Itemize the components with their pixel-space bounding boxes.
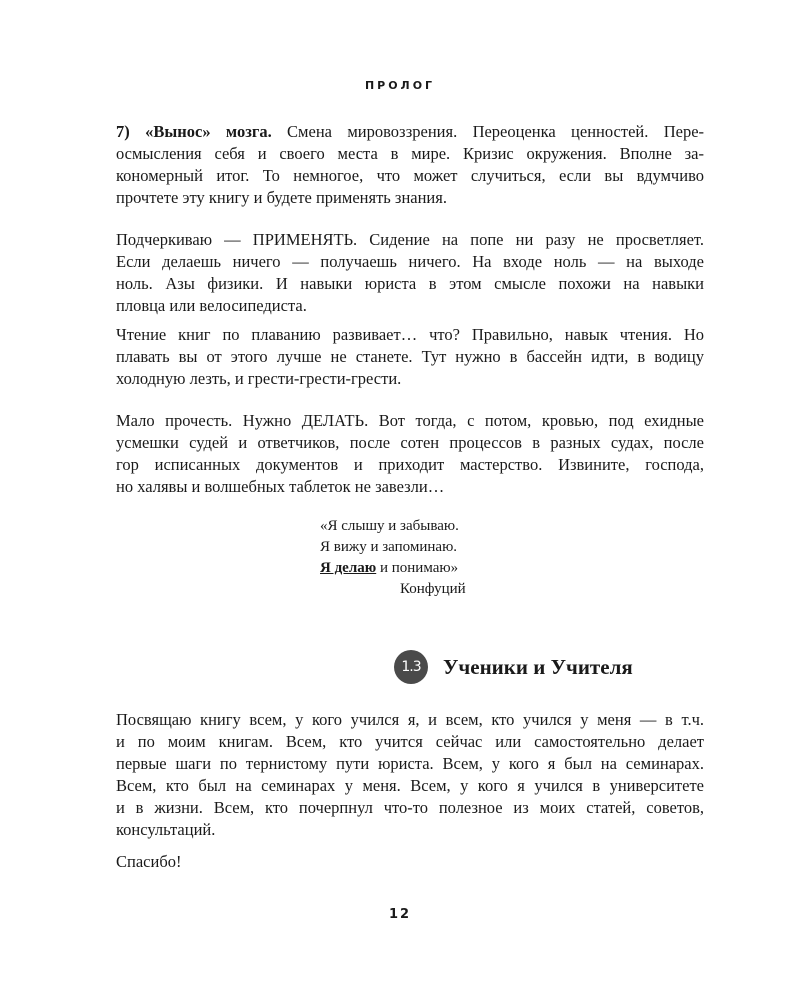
line-text: холодную лезть, и грести-грести-грести.	[116, 369, 402, 388]
line-text: и в жизни. Всем, кто почерпнул что-то полезное из моих статей, советов,	[116, 798, 704, 817]
line-text: Посвящаю книгу всем, у кого учился я, и всем, кто учился у меня — в т.ч.	[116, 710, 704, 729]
paragraph-reading	[116, 324, 704, 390]
quote-line	[320, 558, 459, 579]
line-text: первые шаги по тернистому пути юриста. Всем, у кого я был на семинарах.	[116, 754, 704, 773]
line-text: плавать вы от этого лучше не станете. Тут нужно в бассейн идти, в водицу	[116, 347, 704, 366]
epigraph-quote	[320, 516, 459, 579]
text-line	[116, 368, 704, 390]
quote-emphasis: Я делаю	[320, 560, 377, 576]
text-line	[116, 410, 704, 432]
line-text: гор исписанных документов и приходит мастерство. Извините, господа,	[116, 455, 704, 474]
paragraph-apply	[116, 229, 704, 317]
paragraph-thanks	[116, 851, 704, 873]
line-text: прочтете эту книгу и будете применять знания.	[116, 188, 447, 207]
running-header: ПРОЛОГ	[364, 79, 436, 92]
text-line	[116, 753, 704, 775]
line-text: пловца или велосипедиста.	[116, 296, 307, 315]
text-line	[116, 295, 704, 317]
text-line	[116, 143, 704, 165]
text-line	[116, 121, 704, 143]
text-line	[116, 731, 704, 753]
line-text: консультаций.	[116, 820, 216, 839]
paragraph-brain	[116, 121, 704, 209]
text-line	[116, 165, 704, 187]
text-line	[116, 819, 704, 841]
text-line	[116, 346, 704, 368]
text-line	[116, 229, 704, 251]
line-text: осмысления себя и своего места в мире. Кризис окружения. Вполне за-	[116, 144, 704, 163]
paragraph-dedication	[116, 709, 704, 841]
line-text: Смена мировоззрения. Переоценка ценностей. Пере-	[271, 122, 705, 141]
quote-line: Я вижу и запоминаю.	[320, 539, 458, 555]
lead-bold: 7) «Вынос» мозга.	[116, 122, 272, 141]
text-line	[116, 775, 704, 797]
line-text: Всем, кто был на семинарах у меня. Всем, у кого я учился в университете	[116, 776, 704, 795]
text-line	[116, 709, 704, 731]
text-line	[116, 851, 704, 873]
text-line	[116, 432, 704, 454]
line-text: Мало прочесть. Нужно ДЕЛАТЬ. Вот тогда, с потом, кровью, под ехидные	[116, 411, 704, 430]
text-line	[116, 324, 704, 346]
line-text: Подчеркиваю — ПРИМЕНЯТЬ. Сидение на попе ни разу не просветляет.	[116, 230, 704, 249]
text-line	[116, 476, 704, 498]
text-line	[116, 251, 704, 273]
text-line	[116, 797, 704, 819]
line-text: Если делаешь ничего — получаешь ничего. На входе ноль — на выходе	[116, 252, 704, 271]
section-number-badge: 1.3	[394, 650, 428, 684]
quote-line: «Я слышу и забываю.	[320, 518, 459, 534]
line-text: ноль. Азы физики. И навыки юриста в этом смысле похожи на навыки	[116, 274, 704, 293]
text-line	[116, 187, 704, 209]
page-number: 12	[388, 907, 412, 922]
paragraph-do	[116, 410, 704, 498]
text-line	[116, 454, 704, 476]
line-text: Чтение книг по плаванию развивает… что? Правильно, навык чтения. Но	[116, 325, 704, 344]
quote-author: Конфуций	[400, 581, 466, 597]
line-text: усмешки судей и ответчиков, после сотен процессов в разных судах, после	[116, 433, 704, 452]
line-text: но халявы и волшебных таблеток не завезли…	[116, 477, 445, 496]
line-text: и по моим книгам. Всем, кто учится сейчас или самостоятельно делает	[116, 732, 704, 751]
section-title: Ученики и Учителя	[443, 654, 633, 679]
quote-line-rest: и понимаю»	[376, 560, 459, 576]
line-text: кономерный итог. То немногое, что может случиться, если вы вдумчиво	[116, 166, 704, 185]
line-text: Спасибо!	[116, 852, 182, 871]
section-heading	[394, 650, 633, 684]
text-line	[116, 273, 704, 295]
